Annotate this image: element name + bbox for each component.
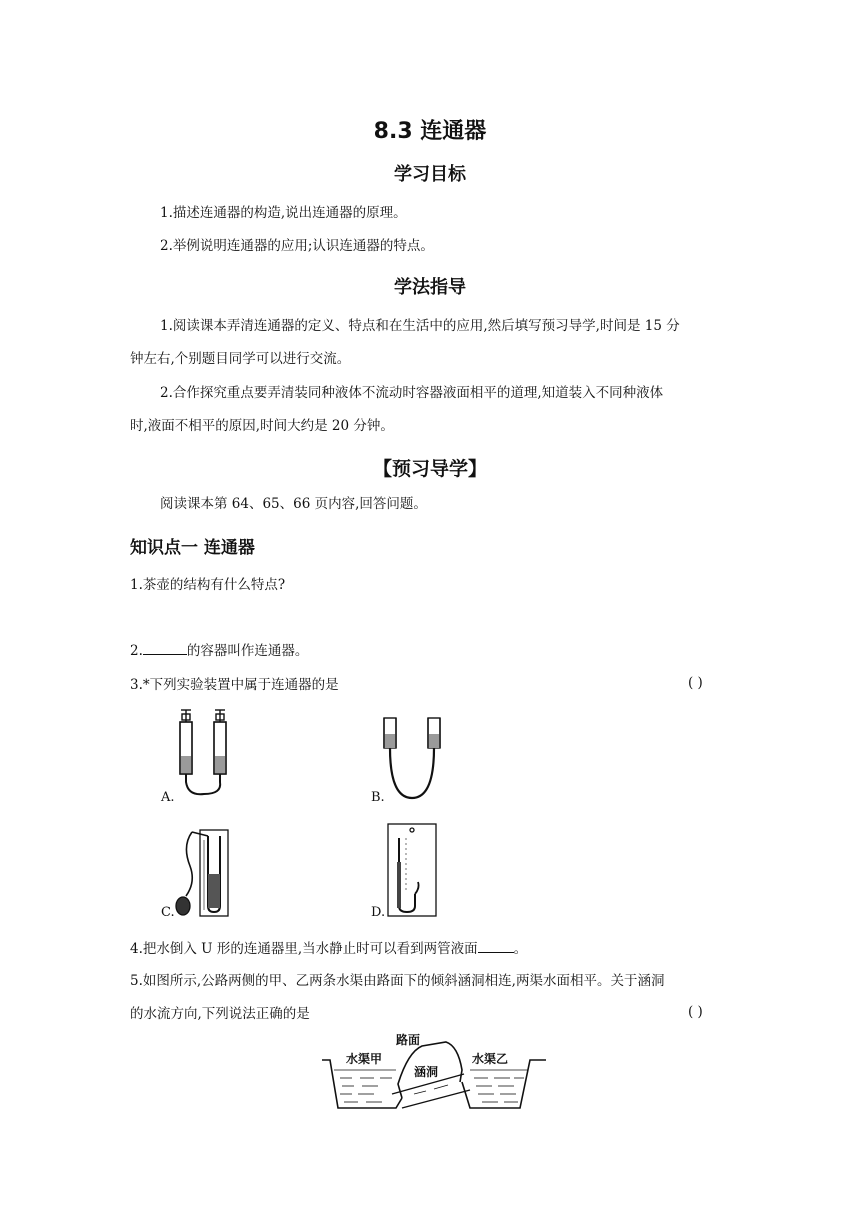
method-paragraph-1: 1.阅读课本弄清连通器的定义、特点和在生活中的应用,然后填写预习导学,时间是 15 分 <box>160 318 680 334</box>
figure-label-right-canal: 水渠乙 <box>472 1052 509 1066</box>
option-c-label[interactable]: C. <box>161 905 175 920</box>
method-paragraph-1-cont: 钟左右,个别题目同学可以进行交流。 <box>130 351 351 367</box>
answer-paren[interactable]: ( ) <box>688 675 703 691</box>
question-4-prefix: 4.把水倒入 U 形的连通器里,当水静止时可以看到两管液面 <box>130 941 478 957</box>
option-a-label[interactable]: A. <box>161 790 175 805</box>
figure-label-road: 路面 <box>396 1033 421 1047</box>
question-2 <box>130 640 308 661</box>
option-b-figure <box>380 718 450 804</box>
option-d-label[interactable]: D. <box>371 905 386 920</box>
answer-paren[interactable]: ( ) <box>688 1004 703 1020</box>
objectives-heading: 学习目标 <box>394 164 466 185</box>
question-5-cont: 的水流方向,下列说法正确的是 <box>130 1006 310 1022</box>
figure-label-left-canal: 水渠甲 <box>346 1052 383 1066</box>
objective-item: 2.举例说明连通器的应用;认识连通器的特点。 <box>160 238 434 254</box>
method-heading: 学法指导 <box>394 277 466 298</box>
option-d-figure <box>386 822 440 918</box>
option-b-label[interactable]: B. <box>371 790 385 805</box>
method-paragraph-2-cont: 时,液面不相平的原因,时间大约是 20 分钟。 <box>130 418 394 434</box>
preview-heading: 【预习导学】 <box>372 458 487 480</box>
question-3: 3.*下列实验装置中属于连通器的是 <box>130 677 339 693</box>
question-5: 5.如图所示,公路两侧的甲、乙两条水渠由路面下的倾斜涵洞相连,两渠水面相平。关于涵洞 <box>130 973 665 989</box>
page-title: 8.3 连通器 <box>373 119 487 144</box>
option-c-figure <box>172 826 232 918</box>
answer-blank[interactable] <box>143 640 187 655</box>
objective-item: 1.描述连通器的构造,说出连通器的原理。 <box>160 205 407 221</box>
question-2-suffix: 的容器叫作连通器。 <box>186 643 309 659</box>
knowledge-heading: 知识点一 连通器 <box>130 538 255 558</box>
option-a-figure <box>170 708 250 800</box>
preview-intro: 阅读课本第 64、65、66 页内容,回答问题。 <box>160 496 427 512</box>
answer-blank[interactable] <box>478 938 514 953</box>
question-2-prefix: 2. <box>130 643 143 659</box>
question-1: 1.茶壶的结构有什么特点? <box>130 577 286 593</box>
question-4-suffix: 。 <box>513 941 528 957</box>
question-4 <box>130 938 527 959</box>
method-paragraph-2: 2.合作探究重点要弄清装同种液体不流动时容器液面相平的道理,知道装入不同种液体 <box>160 385 664 401</box>
figure-label-culvert: 涵洞 <box>414 1065 439 1079</box>
